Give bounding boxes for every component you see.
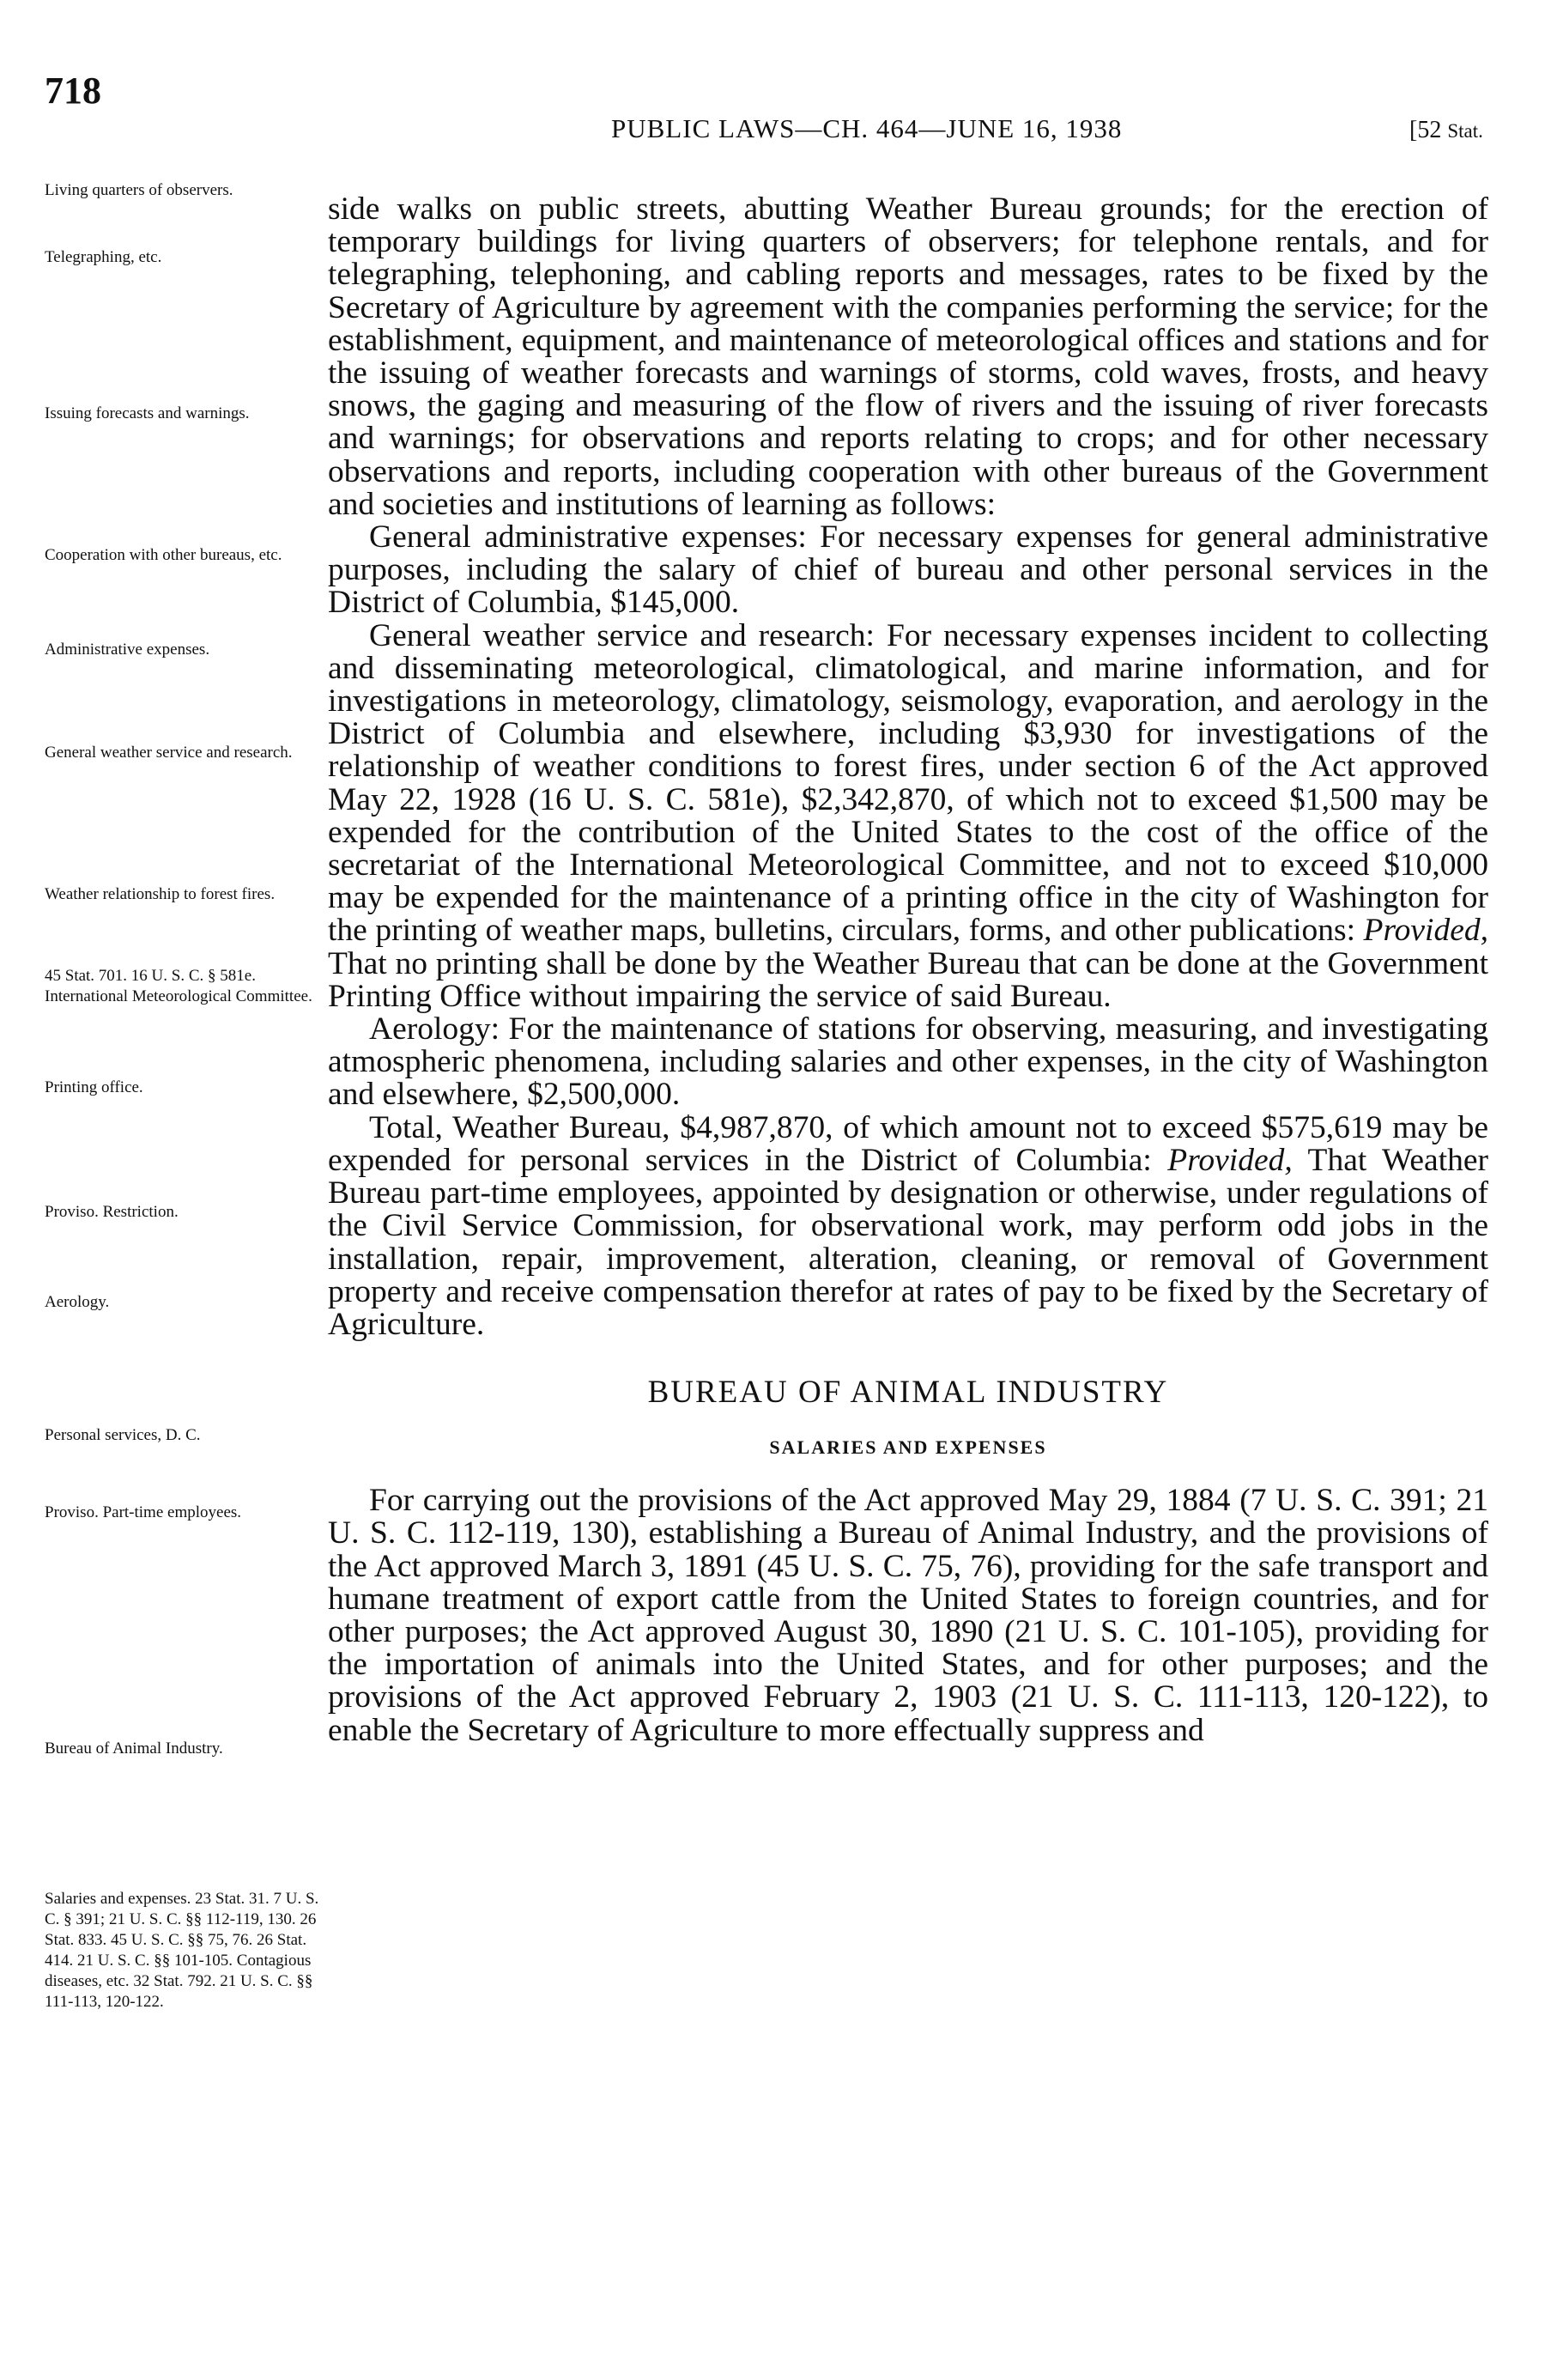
margin-note: Weather relationship to forest fires. <box>45 885 276 903</box>
margin-note: Telegraphing, etc. <box>45 248 162 266</box>
main-text <box>328 193 1488 1747</box>
margin-note: Salaries and expenses. 23 Stat. 31. 7 U. S. C. § 391; 21 U. S. C. §§ 112-119, 130. 26 Stat. 833. 45 U. S. C. §§ 75, 76. 26 Stat. 414. 21 U. S. C. §§ 101-105. Contagious diseases, etc. 32 Stat. 792. 21 U. S. C. §§ 111-113, 120-122. <box>45 1890 319 2011</box>
margin-note: 45 Stat. 701. 16 U. S. C. § 581e. International Meteorological Committee. <box>45 967 312 1005</box>
paragraph-body: General weather service and research: For necessary expenses incident to collecting and disseminating meteorological, climatological, and marine information, and for investigations in meteorology, climatology, seismology, evaporation, and aerology in the District of Columbia and elsewhere, including $3,930 for investigations of the relationship of weather conditions to forest fires, under section 6 of the Act approved May 22, 1928 (16 U. S. C. 581e), $2,342,870, of which not to exceed $1,500 may be expended for the contribution of the United States to the cost of the office of the secretariat of the International Meteorological Committee, and not to exceed $10,000 may be expended for the maintenance of a printing office in the city of Washington for the printing of weather maps, bulletins, circulars, forms, and other publications: <box>328 617 1488 949</box>
margin-note: Personal services, D. C. <box>45 1426 201 1444</box>
statute-label: Stat. <box>1447 120 1483 142</box>
paragraph: side walks on public streets, abutting Weather Bureau grounds; for the erection of temporary buildings for living quarters of observers; for telephone rentals, and for telegraphing, telephoning, and cabling reports and messages, rates to be fixed by the Secretary of Agriculture by agreement with the companies performing the service; for the establishment, equipment, and maintenance of meteorological offices and stations and for the issuing of weather forecasts and warnings of storms, cold waves, frosts, and heavy snows, the gaging and measuring of the flow of rivers and the issuing of river forecasts and warnings; for observations and reports relating to crops; and for other necessary observations and reports, including cooperation with other bureaus of the Government and societies and institutions of learning as follows: <box>328 191 1488 522</box>
margin-note: Proviso. Restriction. <box>45 1203 179 1221</box>
margin-note: Bureau of Animal Industry. <box>45 1739 223 1758</box>
statute-volume: [52 <box>1409 117 1442 143</box>
margin-note: Cooperation with other bureaus, etc. <box>45 546 282 564</box>
running-title: PUBLIC LAWS—CH. 464—JUNE 16, 1938 <box>611 113 1123 143</box>
page-header <box>45 69 1487 143</box>
margin-note: Aerology. <box>45 1293 110 1311</box>
paragraph <box>328 617 1488 1014</box>
section-title: BUREAU OF ANIMAL INDUSTRY <box>647 1375 1169 1411</box>
margin-note: General weather service and research. <box>45 744 293 762</box>
paragraph-tail: That no printing shall be done by the Weather Bureau that can be done at the Government Printing Office without impairing the service of said Bureau. <box>328 945 1488 1014</box>
paragraph-tail: That Weather Bureau part-time employees, appointed by designation or otherwise, under regulations of the Civil Service Commission, for observational work, may perform odd jobs in the installation, repair, improvement, alteration, cleaning, or removal of Government property and receive compensation therefor at rates of pay to be fixed by the Secretary of Agriculture. <box>328 1142 1489 1342</box>
paragraph: Aerology: For the maintenance of stations for observing, measuring, and investigating atmospheric phenomena, including salaries and other expenses, in the city of Washington and elsewhere, $2,500,000. <box>328 1011 1488 1113</box>
page-number: 718 <box>45 70 101 112</box>
provided-word: Provided, <box>1363 913 1488 949</box>
margin-note: Living quarters of observers. <box>45 181 233 199</box>
margin-note: Printing office. <box>45 1078 143 1096</box>
statute-reference <box>1409 117 1483 144</box>
margin-note: Administrative expenses. <box>45 641 210 659</box>
paragraph: General administrative expenses: For necessary expenses for general administrative purposes, including the salary of chief of bureau and other personal services in the District of Columbia, $145,000. <box>328 519 1488 621</box>
section-subtitle: SALARIES AND EXPENSES <box>769 1436 1047 1459</box>
margin-note: Issuing forecasts and warnings. <box>45 404 250 422</box>
paragraph: For carrying out the provisions of the Act approved May 29, 1884 (7 U. S. C. 391; 21 U. S. C. 112-119, 130), establishing a Bureau of Animal Industry, and the provisions of the Act approved March 3, 1891 (45 U. S. C. 75, 76), providing for the safe transport and humane treatment of export cattle from the United States to foreign countries, and for other purposes; the Act approved August 30, 1890 (21 U. S. C. 101-105), providing for the importation of animals into the United States, and for other purposes; and the provisions of the Act approved February 2, 1903 (21 U. S. C. 111-113, 120-122), to enable the Secretary of Agriculture to more effectually suppress and <box>328 1483 1488 1748</box>
margin-note: Proviso. Part-time employees. <box>45 1503 242 1521</box>
provided-word: Provided, <box>1167 1142 1293 1178</box>
paragraph-body: Total, Weather Bureau, $4,987,870, of which amount not to exceed $575,619 may be expended for personal services in the District of Columbia: <box>328 1109 1488 1178</box>
paragraph <box>328 1109 1489 1342</box>
